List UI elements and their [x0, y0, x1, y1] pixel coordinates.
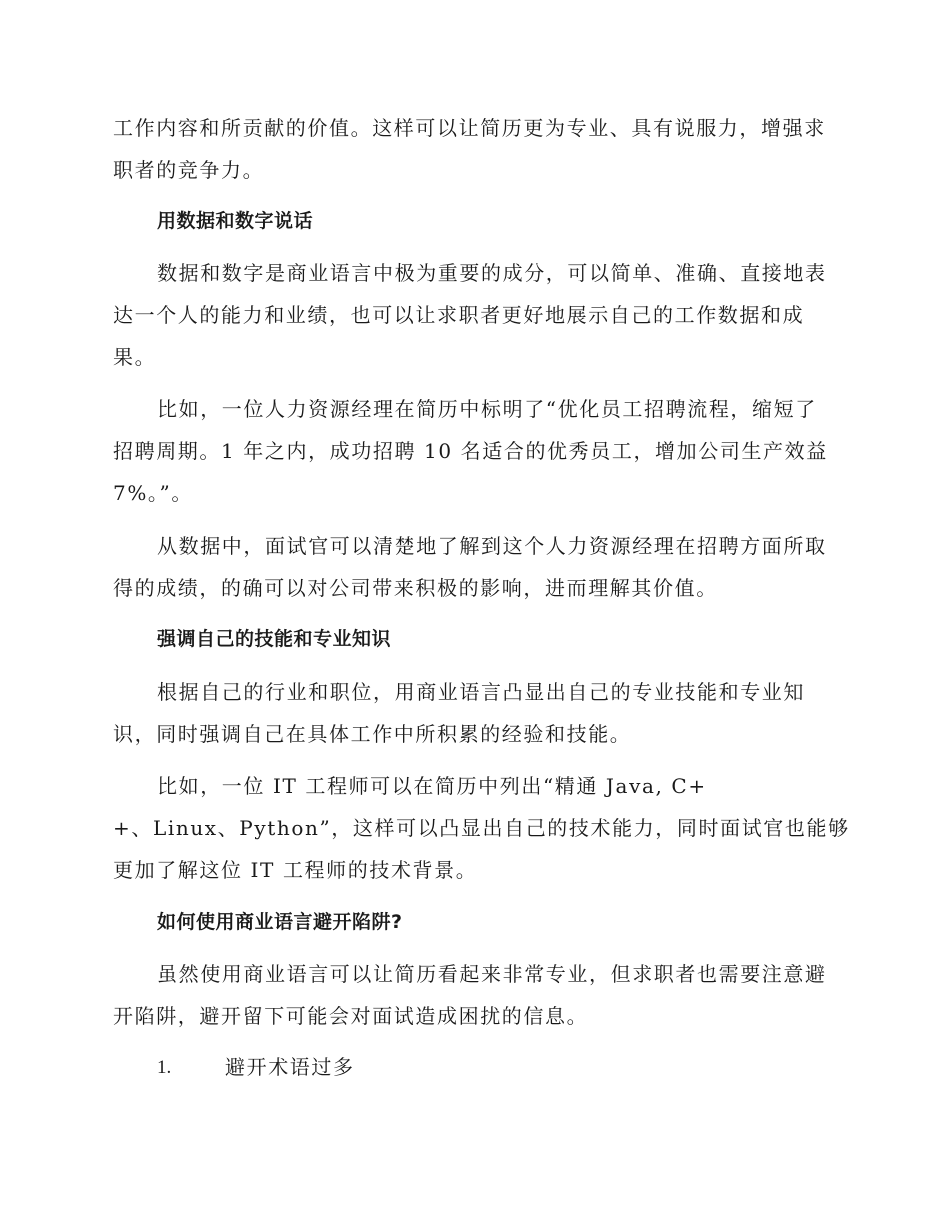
paragraph-line: 7%。”。 [113, 481, 193, 505]
paragraph-line: 得的成绩，的确可以对公司带来积极的影响，进而理解其价值。 [113, 576, 718, 600]
paragraph-line: 从数据中，面试官可以清楚地了解到这个人力资源经理在招聘方面所取 [157, 534, 827, 558]
section-heading: 如何使用商业语言避开陷阱? [157, 911, 403, 933]
paragraph-line: 开陷阱，避开留下可能会对面试造成困扰的信息。 [113, 1004, 589, 1028]
paragraph-line: 工作内容和所贡献的价值。这样可以让简历更为专业、具有说服力，增强求 [113, 116, 826, 140]
paragraph-line: 果。 [113, 345, 157, 369]
list-item-number: 1. [157, 1057, 172, 1078]
paragraph-line: 达一个人的能力和业绩，也可以让求职者更好地展示自己的工作数据和成 [113, 303, 805, 327]
paragraph-line: +、Linux、Python”，这样可以凸显出自己的技术能力，同时面试官也能够 [113, 816, 850, 840]
paragraph-line: 比如，一位人力资源经理在简历中标明了“优化员工招聘流程，缩短了 [157, 397, 817, 421]
section-heading: 用数据和数字说话 [157, 210, 314, 232]
paragraph-line: 数据和数字是商业语言中极为重要的成分，可以简单、准确、直接地表 [157, 261, 827, 285]
paragraph-line: 职者的竞争力。 [113, 158, 265, 182]
paragraph-line: 虽然使用商业语言可以让简历看起来非常专业，但求职者也需要注意避 [157, 962, 827, 986]
paragraph-line: 更加了解这位 IT 工程师的技术背景。 [113, 858, 478, 882]
paragraph-line: 招聘周期。1 年之内，成功招聘 10 名适合的优秀员工，增加公司生产效益 [113, 439, 828, 463]
paragraph-line: 根据自己的行业和职位，用商业语言凸显出自己的专业技能和专业知 [157, 680, 805, 704]
paragraph-line: 识，同时强调自己在具体工作中所积累的经验和技能。 [113, 722, 632, 746]
list-item-text: 避开术语过多 [225, 1055, 355, 1079]
section-heading: 强调自己的技能和专业知识 [157, 628, 392, 650]
paragraph-line: 比如，一位 IT 工程师可以在简历中列出“精通 Java, C+ [157, 774, 707, 798]
